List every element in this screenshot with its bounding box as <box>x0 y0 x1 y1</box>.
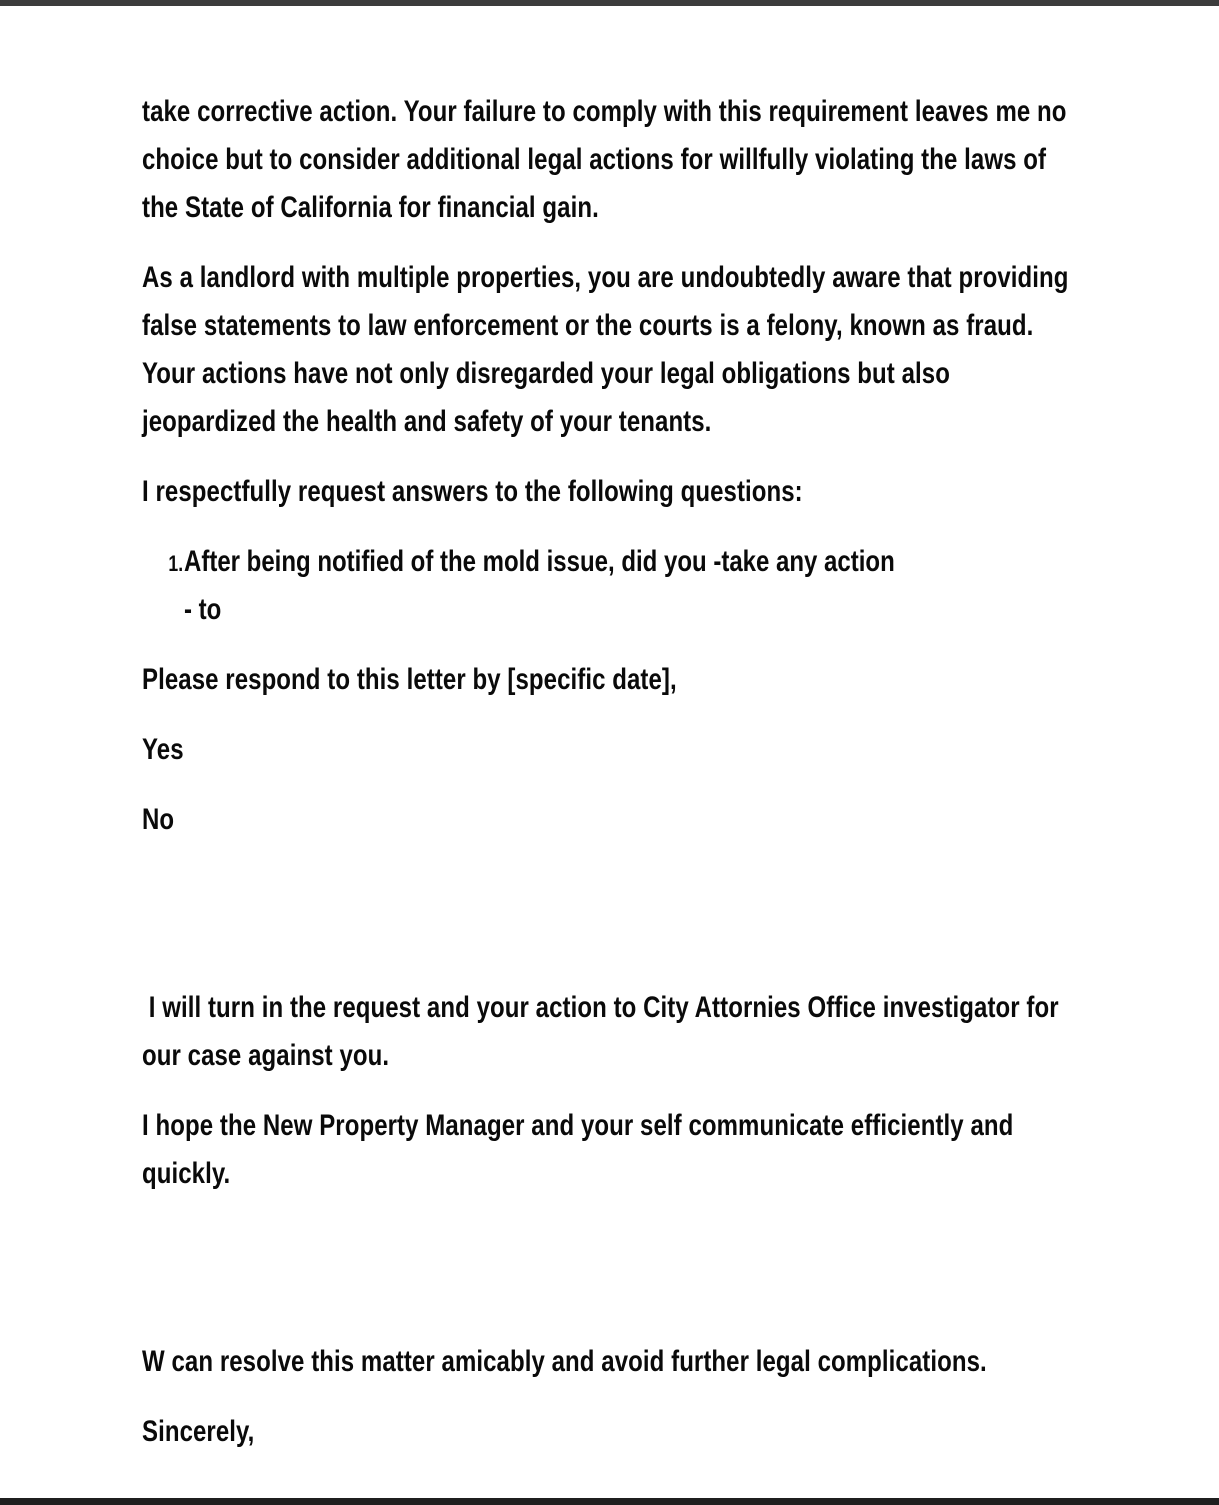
paragraph-landlord-fraud: As a landlord with multiple properties, you are undoubtedly aware that providing false statements to law enforcement or the courts is a felony, known as fraud. Your actions have not only disregarded your legal obligations but also jeopardized the health and safety of your tenants. <box>142 261 1076 438</box>
page-bottom-rule <box>0 1498 1219 1505</box>
paragraph-answer-no: No <box>142 803 175 836</box>
paragraph-city-attorney-referral: I will turn in the request and your action to City Attornies Office investigator for our case against you. <box>142 991 1066 1072</box>
paragraph-answer-yes: Yes <box>142 733 184 766</box>
paragraph-signoff: Sincerely, <box>142 1415 255 1448</box>
list-item-label: After being notified of the mold issue, did you -take any action - to <box>184 545 895 626</box>
paragraph-request-answers: I respectfully request answers to the following questions: <box>142 475 803 508</box>
questions-list <box>142 538 1080 634</box>
paragraph-respond-by-date: Please respond to this letter by [specific date], <box>142 663 677 696</box>
list-item-marker: 1. <box>168 551 184 576</box>
paragraph-corrective-action: take corrective action. Your failure to comply with this requirement leaves me no choice but to consider additional legal actions for willfully violating the laws of the State of California for financial gain. <box>142 95 1074 224</box>
document-body <box>142 88 1080 1478</box>
document-page <box>0 6 1219 1498</box>
paragraph-resolve-amicably: W can resolve this matter amicably and avoid further legal complications. <box>142 1345 987 1378</box>
paragraph-property-manager-hope: I hope the New Property Manager and your self communicate efficiently and quickly. <box>142 1109 1021 1190</box>
paragraph-spacer-two <box>142 1220 1080 1316</box>
list-item <box>142 538 1080 634</box>
paragraph-spacer-one <box>142 866 1080 962</box>
